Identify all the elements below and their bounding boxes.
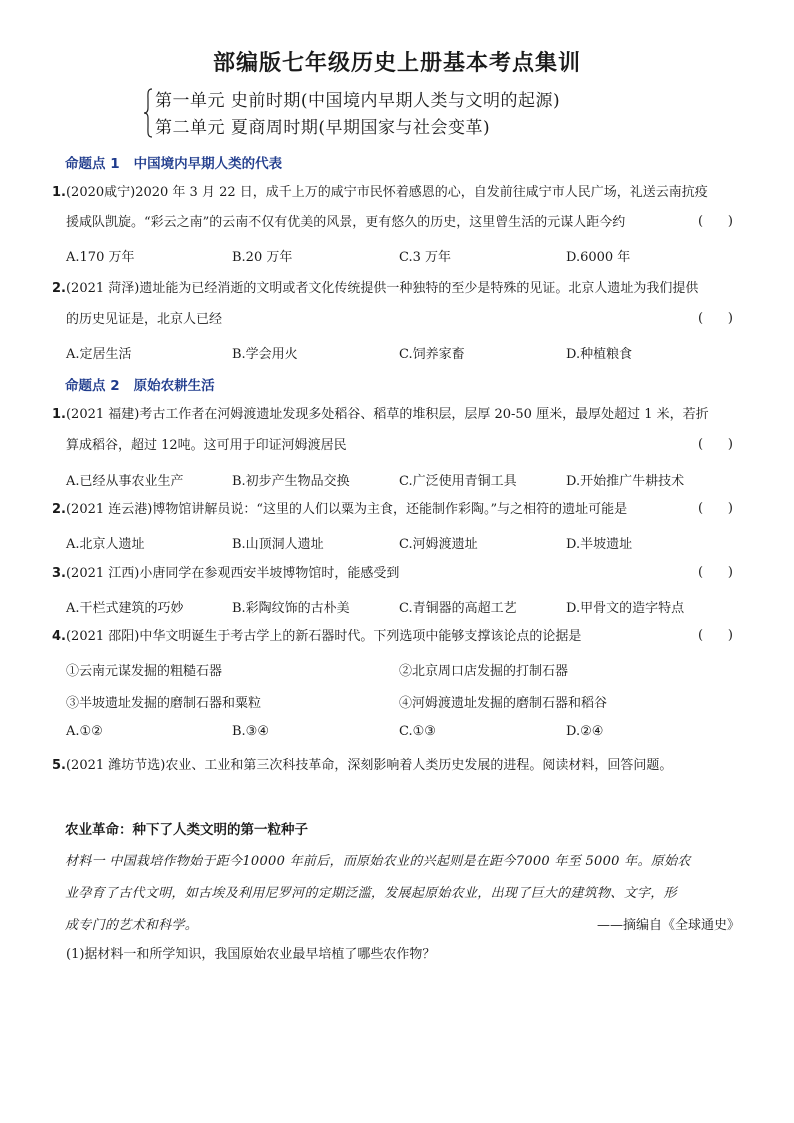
answer-blank: ( ) — [698, 214, 733, 229]
option-b: B.③④ — [232, 724, 269, 739]
option-b: B.彩陶纹饰的古朴美 — [232, 601, 350, 616]
answer-blank: ( ) — [698, 565, 733, 580]
option-d: D.6000 年 — [566, 250, 631, 265]
answer-blank: ( ) — [698, 501, 733, 516]
option-b: B.20 万年 — [232, 250, 293, 265]
option-c: C.河姆渡遗址 — [399, 537, 478, 552]
question-text-line: 算成稻谷，超过 12吨。这可用于印证河姆渡居民 — [66, 438, 347, 453]
question-text-line: (2021 连云港)博物馆讲解员说：“这里的人们以粟为主食，还能制作彩陶。”与之相符的遗址可能是 — [65, 502, 628, 517]
question-text-line: 援咸队凯旋。“彩云之南”的云南不仅有优美的风景，更有悠久的历史，这里曾生活的元谋人距今约 — [66, 215, 626, 230]
material-source: ——摘编自《全球通史》 — [596, 918, 740, 933]
question-text-line: (2021 潍坊节选)农业、工业和第三次科技革命，深刻影响着人类历史发展的进程。阅读材料，回答问题。 — [65, 758, 673, 773]
option-a: A.已经从事农业生产 — [66, 474, 184, 489]
section-number: 命题点 2 — [65, 378, 120, 394]
question-text-line: (2021 邵阳)中华文明诞生于考古学上的新石器时代。下列选项中能够支撑该论点的论据是 — [65, 629, 582, 644]
statement-item-4: ④河姆渡遗址发掘的磨制石器和稻谷 — [399, 696, 608, 711]
brace-icon — [143, 88, 153, 138]
question-text-line: (2021 菏泽)遗址能为已经消逝的文明或者文化传统提供一种独特的至少是特殊的见证。北京人遗址为我们提供 — [65, 281, 699, 296]
option-a: A.干栏式建筑的巧妙 — [66, 601, 184, 616]
option-d: D.种植粮食 — [566, 347, 633, 362]
section-name: 中国境内早期人类的代表 — [133, 156, 283, 172]
question-s2-q1 — [52, 406, 709, 424]
option-c: C.3 万年 — [399, 250, 452, 265]
question-number: 1. — [52, 185, 66, 200]
statement-item-1: ①云南元谋发掘的粗糙石器 — [66, 664, 223, 679]
material-heading: 农业革命：种下了人类文明的第一粒种子 — [65, 822, 308, 838]
question-number: 5. — [52, 758, 66, 773]
option-a: A.北京人遗址 — [66, 537, 145, 552]
question-text-line: 的历史见证是，北京人已经 — [66, 312, 223, 327]
answer-blank: ( ) — [698, 311, 733, 326]
question-text-line: (2021 福建)考古工作者在河姆渡遗址发现多处稻谷、稻草的堆积层，层厚 20-50 厘米，最厚处超过 1 米，若折 — [65, 407, 709, 422]
question-number: 1. — [52, 407, 66, 422]
option-c: C.①③ — [399, 724, 436, 739]
option-a: A.170 万年 — [66, 250, 135, 265]
question-text-line: (2021 江西)小唐同学在参观西安半坡博物馆时，能感受到 — [65, 566, 400, 581]
question-s2-q5 — [52, 757, 672, 775]
material-line: 业孕育了古代文明，如古埃及利用尼罗河的定期泛滥，发展起原始农业，出现了巨大的建筑物、文字，形 — [65, 886, 677, 901]
page-title: 部编版七年级历史上册基本考点集训 — [212, 51, 581, 76]
unit-two-heading: 第二单元 夏商周时期(早期国家与社会变革) — [155, 118, 491, 138]
section-number: 命题点 1 — [65, 156, 120, 172]
unit-one-heading: 第一单元 史前时期(中国境内早期人类与文明的起源) — [155, 91, 561, 111]
section-heading-1 — [65, 152, 282, 172]
question-text-line: (2020咸宁)2020 年 3 月 22 日，成千上万的咸宁市民怀着感恩的心，自发前往咸宁市人民广场，礼送云南抗疫 — [65, 185, 708, 200]
question-number: 2. — [52, 281, 66, 296]
option-d: D.开始推广牛耕技术 — [566, 474, 685, 489]
option-a: A.①② — [66, 724, 103, 739]
material-line: 材料一 中国栽培作物始于距今10000 年前后，而原始农业的兴起则是在距今7000 年至 5000 年。原始农 — [65, 854, 691, 869]
question-s1-q1 — [52, 184, 708, 202]
sub-question-1: (1)据材料一和所学知识，我国原始农业最早培植了哪些农作物？ — [66, 947, 436, 962]
option-a: A.定居生活 — [66, 347, 132, 362]
section-heading-2 — [65, 374, 215, 394]
statement-item-3: ③半坡遗址发掘的磨制石器和粟粒 — [66, 696, 262, 711]
option-d: D.半坡遗址 — [566, 537, 633, 552]
question-number: 2. — [52, 502, 66, 517]
answer-blank: ( ) — [698, 628, 733, 643]
question-number: 4. — [52, 629, 66, 644]
answer-blank: ( ) — [698, 437, 733, 452]
option-b: B.山顶洞人遗址 — [232, 537, 324, 552]
statement-item-2: ②北京周口店发掘的打制石器 — [399, 664, 569, 679]
material-line: 成专门的艺术和科学。 — [65, 918, 199, 933]
option-c: C.广泛使用青铜工具 — [399, 474, 517, 489]
question-s1-q2 — [52, 280, 698, 298]
option-b: B.初步产生物品交换 — [232, 474, 350, 489]
question-number: 3. — [52, 566, 66, 581]
option-b: B.学会用火 — [232, 347, 298, 362]
question-s2-q4 — [52, 628, 581, 646]
option-c: C.饲养家畜 — [399, 347, 465, 362]
option-d: D.②④ — [566, 724, 604, 739]
question-s2-q3 — [52, 565, 399, 583]
question-s2-q2 — [52, 501, 627, 519]
option-d: D.甲骨文的造字特点 — [566, 601, 685, 616]
section-name: 原始农耕生活 — [133, 378, 215, 394]
option-c: C.青铜器的高超工艺 — [399, 601, 517, 616]
